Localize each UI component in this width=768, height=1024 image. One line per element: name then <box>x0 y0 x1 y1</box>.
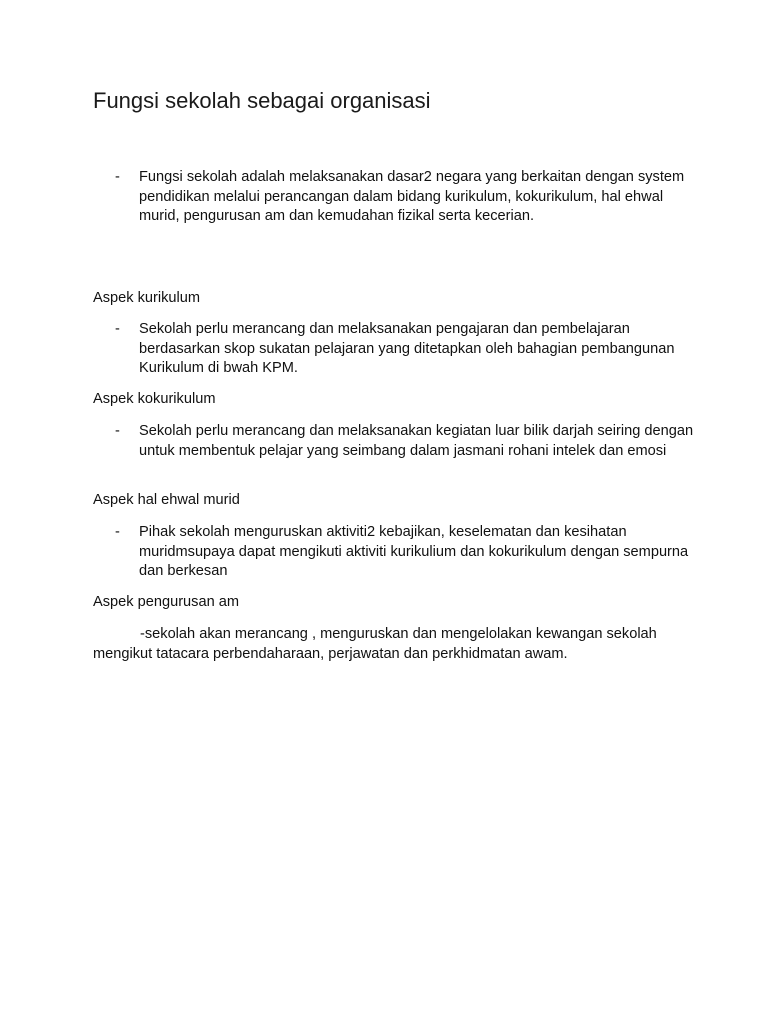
heading-hal-ehwal-murid: Aspek hal ehwal murid <box>93 492 240 508</box>
paragraph-pengurusan-am: -sekolah akan merancang , menguruskan dan mengelolakan kewangan sekolah mengikut tatacara perbendaharaan, perjawatan dan perkhidmatan awam. <box>93 626 657 662</box>
bullet-text-kokurikulum: Sekolah perlu merancang dan melaksanakan kegiatan luar bilik darjah seiring dengan untuk membentuk pelajar yang seimbang dalam jasmani rohani intelek dan emosi <box>139 423 694 459</box>
bullet-dash: - <box>115 169 120 185</box>
heading-pengurusan-am: Aspek pengurusan am <box>93 594 240 610</box>
bullet-text-hal-ehwal-murid: Pihak sekolah menguruskan aktiviti2 kebajikan, keselematan dan kesihatan muridmsupaya dapat mengikuti aktiviti kurikulium dan kokurikulum dengan sempurna dan berkesan <box>139 524 689 579</box>
heading-kurikulum: Aspek kurikulum <box>93 290 201 306</box>
bullet-text-kurikulum: Sekolah perlu merancang dan melaksanakan pengajaran dan pembelajaran berdasarkan skop sukatan pelajaran yang ditetapkan oleh bahagian pembangunan Kurikulum di bwah KPM. <box>139 321 675 376</box>
heading-kokurikulum: Aspek kokurikulum <box>93 391 216 407</box>
bullet-dash: - <box>115 321 120 337</box>
bullet-dash: - <box>115 423 120 439</box>
bullet-dash: - <box>115 524 120 540</box>
intro-text: Fungsi sekolah adalah melaksanakan dasar2 negara yang berkaitan dengan system pendidikan melalui perancangan dalam bidang kurikulum, kokurikulum, hal ehwal murid, pengurusan am dan kemudahan fizikal serta kecerian. <box>139 169 685 224</box>
document-title: Fungsi sekolah sebagai organisasi <box>93 88 431 113</box>
